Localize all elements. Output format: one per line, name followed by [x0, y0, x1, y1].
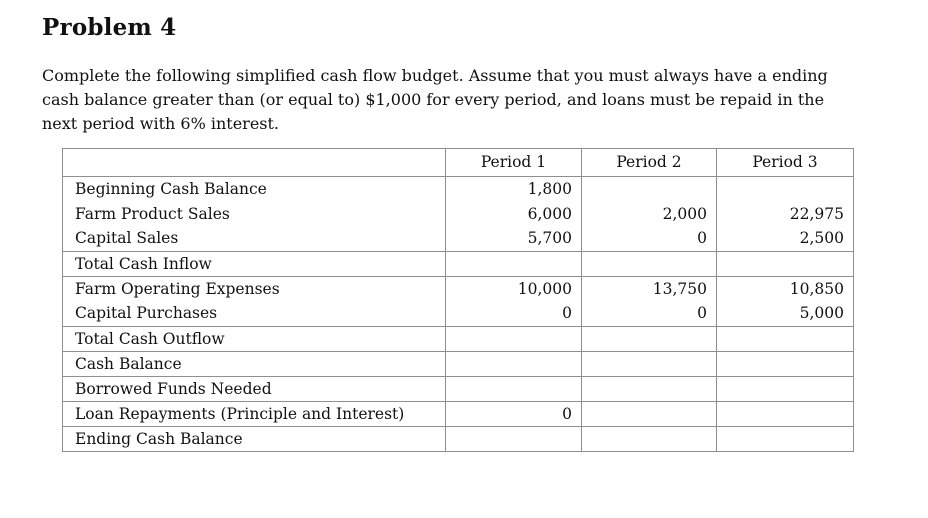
cell-text [582, 402, 716, 426]
row-label-total-cash-outflow: Total Cash Outflow [75, 329, 225, 348]
value-capital-purchases-p3: 5,000 [799, 304, 844, 322]
value-total-inflow-p2 [582, 251, 717, 276]
problem-instructions [42, 64, 884, 136]
cell-text [446, 377, 581, 401]
inflow-block-row [63, 177, 854, 252]
row-label-total-cash-inflow: Total Cash Inflow [75, 254, 212, 273]
header-label-cell [63, 149, 446, 177]
table-row-ending-cash-balance [63, 426, 854, 451]
row-label-cash-balance: Cash Balance [75, 354, 182, 373]
outflow-labels-cell [63, 276, 446, 326]
value-beginning-cash-p2 [582, 177, 716, 202]
value-borrowed-p3 [717, 376, 854, 401]
row-label-capital-sales: Capital Sales [75, 229, 179, 247]
table-row-cash-balance [63, 351, 854, 376]
value-cash-balance-p2 [582, 351, 717, 376]
outflow-period-3-cell [717, 276, 854, 326]
value-capital-purchases-p2: 0 [697, 304, 707, 322]
cell-text [717, 352, 853, 376]
cell-text [717, 427, 853, 451]
value-borrowed-p2 [582, 376, 717, 401]
value-beginning-cash-p3 [717, 177, 853, 202]
row-label-farm-product-sales: Farm Product Sales [75, 204, 230, 223]
row-label-ending-cash-balance: Ending Cash Balance [75, 429, 243, 448]
cell-text [446, 327, 581, 351]
value-capital-sales-p3: 2,500 [799, 229, 844, 247]
cell-text [717, 402, 853, 426]
cell-text [717, 252, 853, 276]
row-label-beginning-cash-balance: Beginning Cash Balance [75, 180, 267, 198]
instruction-line: cash balance greater than (or equal to) $1,000 for every period, and loans must be repaid in the [42, 90, 825, 109]
row-label-cell [63, 351, 446, 376]
value-total-inflow-p3 [717, 251, 854, 276]
value-capital-sales-p1: 5,700 [527, 229, 572, 247]
cell-text [446, 427, 581, 451]
value-farm-sales-p3: 22,975 [789, 204, 844, 223]
row-label-cell [63, 326, 446, 351]
value-loan-repayments-p2 [582, 401, 717, 426]
value-total-outflow-p2 [582, 326, 717, 351]
instruction-line: Complete the following simplified cash flow budget. Assume that you must always have a ending [42, 66, 828, 85]
value-beginning-cash-p1: 1,800 [527, 180, 572, 198]
table-row-total-cash-inflow [63, 251, 854, 276]
problem-title: Problem 4 [42, 14, 177, 41]
value-ending-balance-p1 [446, 426, 582, 451]
row-label-capital-purchases: Capital Purchases [75, 304, 218, 322]
header-period-2: Period 2 [582, 149, 717, 177]
cell-text [446, 252, 581, 276]
header-period-1: Period 1 [446, 149, 582, 177]
value-total-outflow-p3 [717, 326, 854, 351]
header-period-3: Period 3 [717, 149, 854, 177]
table-row-loan-repayments [63, 401, 854, 426]
cell-text [582, 352, 716, 376]
outflow-period-2-cell [582, 276, 717, 326]
outflow-block-row [63, 276, 854, 326]
inflow-period-1-cell [446, 177, 582, 252]
cash-flow-budget-table [62, 148, 854, 452]
value-capital-purchases-p1: 0 [562, 304, 572, 322]
row-label-loan-repayments: Loan Repayments (Principle and Interest) [75, 404, 405, 423]
row-label-cell [63, 376, 446, 401]
row-label-farm-operating-expenses: Farm Operating Expenses [75, 279, 280, 298]
value-farm-sales-p1: 6,000 [527, 204, 572, 223]
row-label-cell [63, 251, 446, 276]
cell-text [582, 427, 716, 451]
cell-text [717, 327, 853, 351]
row-label-cell [63, 401, 446, 426]
inflow-period-2-cell [582, 177, 717, 252]
row-label-borrowed-funds-needed: Borrowed Funds Needed [75, 379, 272, 398]
value-ending-balance-p2 [582, 426, 717, 451]
value-loan-repayments-p1 [446, 401, 582, 426]
value-cash-balance-p3 [717, 351, 854, 376]
value-ending-balance-p3 [717, 426, 854, 451]
cell-text [582, 252, 716, 276]
cell-text [446, 352, 581, 376]
value-borrowed-p1 [446, 376, 582, 401]
value-farm-sales-p2: 2,000 [662, 204, 707, 223]
value-cash-balance-p1 [446, 351, 582, 376]
cell-text [717, 377, 853, 401]
instruction-line: next period with 6% interest. [42, 114, 280, 133]
value-operating-expenses-p2: 13,750 [652, 279, 707, 298]
value-operating-expenses-p3: 10,850 [789, 279, 844, 298]
table-row-total-cash-outflow [63, 326, 854, 351]
value-loan-repayments-p3 [717, 401, 854, 426]
table-header-row [63, 149, 854, 177]
value-total-outflow-p1 [446, 326, 582, 351]
inflow-period-3-cell [717, 177, 854, 252]
cell-text [582, 327, 716, 351]
row-label-cell [63, 426, 446, 451]
cell-text: 0 [562, 404, 572, 423]
table-row-borrowed-funds [63, 376, 854, 401]
value-total-inflow-p1 [446, 251, 582, 276]
value-capital-sales-p2: 0 [697, 229, 707, 247]
outflow-period-1-cell [446, 276, 582, 326]
cell-text [582, 377, 716, 401]
value-operating-expenses-p1: 10,000 [517, 279, 572, 298]
inflow-labels-cell [63, 177, 446, 252]
